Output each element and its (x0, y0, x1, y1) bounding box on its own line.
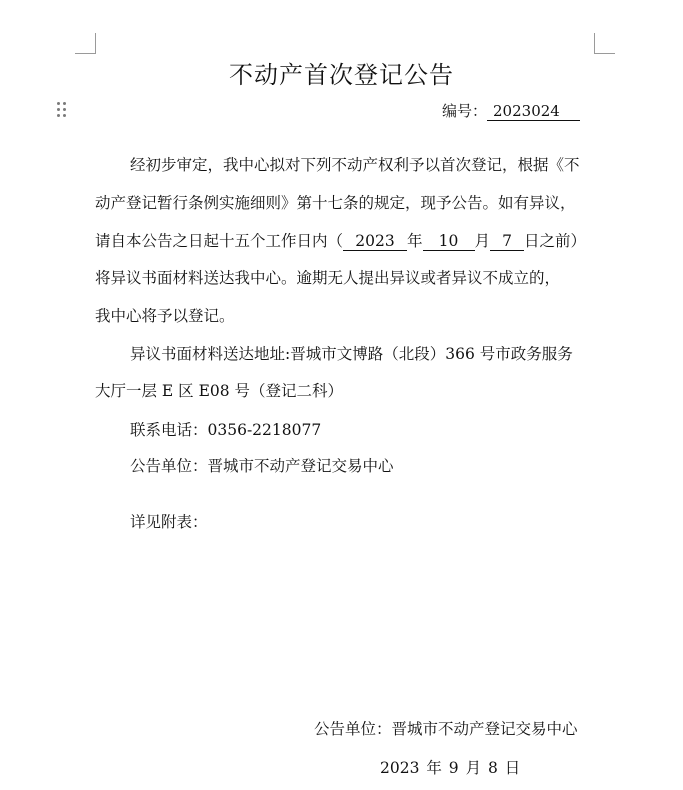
signature-date: 2023 年 9 月 8 日 (380, 759, 521, 777)
deadline-month: 10 (423, 233, 475, 251)
announcing-unit: 公告单位：晋城市不动产登记交易中心 (130, 457, 394, 475)
deadline-year: 2023 (343, 233, 407, 251)
contact-phone: 联系电话：0356-2218077 (130, 421, 322, 439)
page-corner-mark-top-left (75, 33, 96, 54)
month-unit: 月 (474, 232, 491, 250)
paragraph-line: 动产登记暂行条例实施细则》第十七条的规定，现予公告。如有异议， (95, 194, 576, 212)
deadline-day: 7 (490, 233, 524, 251)
signature-unit: 公告单位：晋城市不动产登记交易中心 (314, 720, 578, 738)
year-unit: 年 (407, 232, 423, 250)
paragraph-line: 我中心将予以登记。 (95, 307, 235, 325)
address-line: 异议书面材料送达地址:晋城市文博路（北段）366 号市政务服务 (130, 345, 573, 363)
deadline-suffix: 日之前） (524, 232, 587, 250)
table-move-handle-icon[interactable] (57, 102, 67, 118)
document-number (442, 100, 580, 121)
number-label: 编号： (442, 102, 488, 120)
deadline-prefix: 请自本公告之日起十五个工作日内（ (95, 232, 344, 250)
paragraph-line: 经初步审定，我中心拟对下列不动产权利予以首次登记，根据《不 (130, 156, 580, 174)
page-corner-mark-top-right (594, 33, 615, 54)
address-line: 大厅一层 E 区 E08 号（登记二科） (95, 382, 344, 400)
attachment-note: 详见附表： (130, 513, 208, 531)
number-value: 2023024 (487, 103, 580, 121)
paragraph-line-deadline (95, 231, 586, 251)
paragraph-line: 将异议书面材料送达我中心。逾期无人提出异议或者异议不成立的， (95, 269, 561, 287)
document-title: 不动产首次登记公告 (229, 61, 454, 89)
